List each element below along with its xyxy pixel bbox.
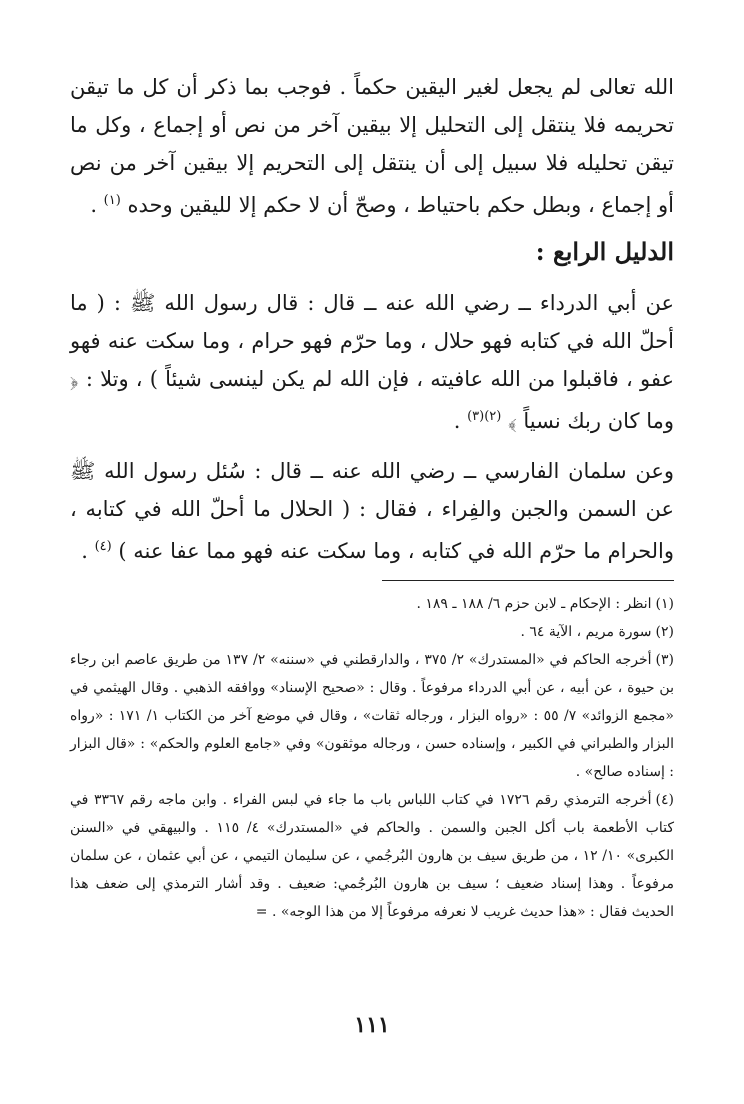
footnote-3: [70, 646, 674, 786]
paragraph-text: الله تعالى لم يجعل لغير اليقين حكماً . فوجب بما ذكر أن كل ما تيقن تحريمه فلا ينتقل إلى التحليل إلا بيقين آخر من نص أو إجماع ، وكل ما تيقن تحليله فلا سبيل إلى أن ينتقل إلى التحريم إلا بيقين آخر من نص أو إجماع ، وبطل حكم باحتياط ، وصحّ أن لا حكم إلا لليقين وحده $^{(١)}$ .: [70, 75, 674, 217]
footnote-text: أخرجه الحاكم في «المستدرك» ٢/ ٣٧٥ ، والدارقطني في «سننه» ٢/ ١٣٧ من طريق عاصم ابن رجاء بن حيوة ، عن أبيه ، عن أبي الدرداء مرفوعاً . وقال : «صحيح الإسناد» ووافقه الذهبي . وقال الهيثمي في «مجمع الزوائد» ٧/ ٥٥ : «رواه البزار ، ورجاله ثقات» ، وقال في موضع آخر من الكتاب ١/ ١٧١ : «رواه البزار والطبراني في الكبير ، وإسناده حسن ، ورجاله موثقون» وفي «جامع العلوم والحكم» : «قال البزار : إسناده صالح» .: [70, 652, 674, 780]
hadith-1-text: عن أبي الدرداء ــ رضي الله عنه ــ قال : قال رسول الله ﷺ : ( ما أحلّ الله في كتابه فهو حلال ، وما حرّم فهو حرام ، وما سكت عنه فهو عفو ، فاقبلوا من الله عافيته ، فإن الله لم يكن لينسى شيئاً ) ، وتلا : ﴿ وما كان ربك نسياً ﴾: [70, 291, 674, 433]
footnote-text: سورة مريم ، الآية ٦٤ .: [520, 624, 652, 640]
footnote-1: [70, 590, 674, 618]
footnote-refs-2-3: (٢)(٣): [467, 409, 502, 424]
page-number: ١١١: [354, 1012, 390, 1038]
footnote-text: انظر : الإحكام ـ لابن حزم ٦/ ١٨٨ ـ ١٨٩ .: [416, 596, 652, 612]
footnote-number: (١): [655, 596, 674, 612]
footnote-ref-4: (٤): [94, 539, 112, 554]
paragraph1-text: الله تعالى لم يجعل لغير اليقين حكماً . فوجب بما ذكر أن كل ما تيقن تحريمه فلا ينتقل إلى التحليل إلا بيقين آخر من نص أو إجماع ، وكل ما تيقن تحليله فلا سبيل إلى أن ينتقل إلى التحريم إلا بيقين آخر من نص أو إجماع ، وبطل حكم باحتياط ، وصحّ أن لا حكم إلا لليقين وحده: [70, 75, 674, 217]
hadith-1-paragraph: عن أبي الدرداء ــ رضي الله عنه ــ قال : قال رسول الله ﷺ : ( ما أحلّ الله في كتابه فهو حلال ، وما حرّم فهو حرام ، وما سكت عنه فهو عفو ، فاقبلوا من الله عافيته ، فإن الله لم يكن لينسى شيئاً ) ، وتلا : ﴿ وما كان ربك نسياً ﴾ $^{(٢)(٣)}$ .: [70, 291, 674, 433]
footnote-text: أخرجه الترمذي رقم ١٧٢٦ في كتاب اللباس باب ما جاء في لبس الفراء . وابن ماجه رقم ٣٣٦٧ في كتاب الأطعمة باب أكل الجبن والسمن . والحاكم في «المستدرك» ٤/ ١١٥ . والبيهقي في «السنن الكبرى» ١٠/ ١٢ ، من طريق سيف بن هارون البُرجُمي ، عن سليمان التيمي ، عن أبي عثمان ، عن سلمان مرفوعاً . وهذا إسناد ضعيف ؛ سيف بن هارون البُرجُمي: ضعيف . وقد أشار الترمذي إلى ضعف هذا الحديث فقال : «هذا حديث غريب لا نعرفه مرفوعاً إلا من هذا الوجه» . =: [70, 792, 674, 920]
footnote-number: (٣): [655, 652, 674, 668]
hadith-1: [70, 284, 674, 440]
footnote-divider: [382, 580, 674, 581]
footnotes: [70, 590, 674, 926]
footnote-ref-1: (١): [103, 193, 121, 208]
hadith-2-text: وعن سلمان الفارسي ــ رضي الله عنه ــ قال : سُئل رسول الله ﷺ عن السمن والجبن والفِراء ، فقال : ( الحلال ما أحلّ الله في كتابه ، والحرام ما حرّم الله في كتابه ، وما سكت عنه فهو مما عفا عنه ): [70, 459, 674, 563]
footnote-2: [70, 618, 674, 646]
section-heading: الدليل الرابع :: [535, 237, 674, 266]
hadith-2: [70, 452, 674, 570]
hadith-2-paragraph: وعن سلمان الفارسي ــ رضي الله عنه ــ قال : سُئل رسول الله ﷺ عن السمن والجبن والفِراء ، فقال : ( الحلال ما أحلّ الله في كتابه ، والحرام ما حرّم الله في كتابه ، وما سكت عنه فهو مما عفا عنه ) $^{(٤)}$ .: [70, 459, 674, 563]
main-paragraph: [70, 68, 674, 224]
footnote-number: (٢): [655, 624, 674, 640]
footnote-number: (٤): [655, 792, 675, 808]
footnote-4: [70, 786, 674, 926]
